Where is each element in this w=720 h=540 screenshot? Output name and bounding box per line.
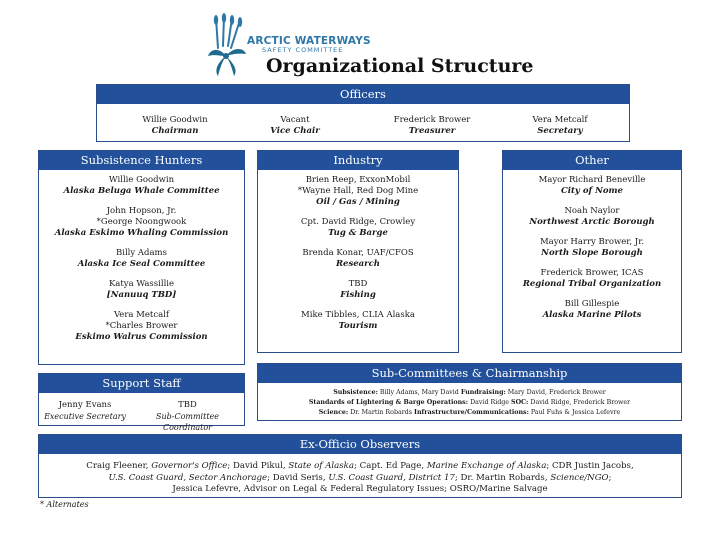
list-item: [503, 299, 681, 321]
officer-vice-chair: [235, 115, 355, 137]
member-name: Frederick Brower, ICAS: [540, 268, 644, 278]
subcommittee-key: Science:: [318, 409, 349, 416]
member-role: Tourism: [338, 321, 378, 331]
subcommittee-value: David Ridge: [468, 399, 512, 406]
member-role: Northwest Arctic Borough: [529, 217, 655, 227]
support-member-coordinator: [131, 400, 244, 433]
member-name: Willie Goodwin: [108, 175, 175, 185]
footnote-alternates: * Alternates: [40, 500, 89, 509]
member-name: Jenny Evans: [58, 400, 112, 410]
list-item: [503, 175, 681, 197]
subcommittees-header: Sub-Committees & Chairmanship: [258, 364, 681, 383]
member-role: Tug & Barge: [328, 228, 388, 238]
member-alternate: *George Noongwook: [96, 217, 187, 227]
member-name: Brien Reep, ExxonMobil: [305, 175, 411, 185]
member-name: TBD: [178, 400, 197, 410]
observer-text: ; CDR Justin Jacobs,: [546, 461, 634, 471]
subcommittee-key: Fundraising:: [460, 389, 506, 396]
list-item: [39, 248, 244, 270]
member-name: TBD: [348, 279, 368, 289]
subcommittee-line: [258, 408, 681, 418]
member-role: Alaska Ice Seal Committee: [77, 259, 206, 269]
subcommittee-value: Billy Adams, Mary David: [377, 389, 461, 396]
observer-org: Science/NGO: [550, 472, 609, 483]
officer-chairman: [115, 115, 235, 137]
observer-line: [39, 473, 681, 485]
member-name: Katya Wassillie: [108, 279, 175, 289]
member-alternate: *Charles Brower: [105, 321, 178, 331]
member-name: Brenda Konar, UAF/CFOS: [302, 248, 414, 258]
list-item: [39, 310, 244, 343]
member-name: Vera Metcalf: [113, 310, 170, 320]
member-name: Noah Naylor: [564, 206, 620, 216]
officer-secretary: [497, 115, 623, 137]
officer-role: Vice Chair: [270, 126, 320, 136]
support-staff-box: [38, 373, 245, 432]
member-role: Executive Secretary: [44, 412, 126, 421]
member-role: Sub-Committee Coordinator: [155, 412, 220, 432]
member-role: [Nanuuq TBD]: [106, 290, 177, 300]
subcommittee-value: Mary David, Frederick Brower: [505, 389, 606, 396]
officer-role: Chairman: [151, 126, 199, 136]
observer-text: ; David Pikul,: [227, 461, 289, 471]
observers-box: [38, 434, 682, 498]
subcommittee-value: David Ridge, Frederick Brower: [528, 399, 631, 406]
subcommittee-key: Standards of Lightering & Barge Operations:: [308, 399, 469, 406]
officer-name: Frederick Brower: [393, 115, 471, 125]
list-item: [258, 217, 458, 239]
member-name: Cpt. David Ridge, Crowley: [300, 217, 416, 227]
observer-org: Governor's Office: [151, 461, 228, 471]
observer-text: ; Dr. Martin Robards,: [454, 472, 551, 483]
subcommittee-value: Dr. Martin Robards: [348, 409, 415, 416]
subcommittee-list: [258, 388, 681, 418]
officer-name: Willie Goodwin: [142, 115, 208, 125]
list-item: [258, 279, 458, 301]
observer-line: [39, 484, 681, 496]
subcommittee-line: [258, 388, 681, 398]
officer-name: Vera Metcalf: [532, 115, 588, 125]
subcommittee-value: Paul Fuhs & Jessica Lefevre: [528, 409, 621, 416]
subcommittee-key: Infrastructure/Communications:: [414, 409, 529, 416]
observer-text: Craig Fleener,: [86, 461, 152, 471]
observer-org: State of Alaska: [288, 461, 355, 471]
officers-header: Officers: [97, 85, 629, 104]
observer-list: [39, 461, 681, 496]
subsistence-hunters-box: [38, 150, 245, 365]
subcommittee-line: [258, 398, 681, 408]
member-role: North Slope Borough: [541, 248, 643, 258]
support-header: Support Staff: [39, 374, 244, 393]
member-name: Mayor Richard Beneville: [538, 175, 646, 185]
observers-header: Ex-Officio Observers: [39, 435, 681, 454]
observer-text: ; Capt. Ed Page,: [354, 461, 427, 471]
subcommittee-key: SOC:: [511, 399, 529, 406]
list-item: [503, 237, 681, 259]
observer-org: U.S. Coast Guard, Sector Anchorage: [108, 472, 268, 483]
observer-org: Marine Exchange of Alaska: [426, 461, 547, 471]
member-role: Eskimo Walrus Commission: [75, 332, 208, 342]
observer-text: Jessica Lefevre, Advisor on Legal & Federal Regulatory Issues; OSRO/Marine Salvage: [172, 484, 548, 494]
list-item: [503, 268, 681, 290]
support-member-executive: [39, 400, 131, 422]
officer-role: Secretary: [537, 126, 583, 136]
page-title: Organizational Structure: [266, 55, 534, 77]
industry-header: Industry: [258, 151, 458, 170]
officer-name: Vacant: [280, 115, 310, 125]
member-role: Alaska Beluga Whale Committee: [63, 186, 220, 196]
subsistence-header: Subsistence Hunters: [39, 151, 244, 170]
member-role: Fishing: [340, 290, 376, 300]
member-name: Bill Gillespie: [564, 299, 620, 309]
other-box: [502, 150, 682, 353]
observer-text: ;: [608, 472, 612, 483]
list-item: [258, 248, 458, 270]
other-header: Other: [503, 151, 681, 170]
member-role: Oil / Gas / Mining: [316, 197, 400, 207]
observer-text: ; David Seris,: [267, 472, 329, 483]
org-name: ARCTIC WATERWAYS: [247, 35, 371, 47]
list-item: [39, 175, 244, 197]
member-name: Billy Adams: [116, 248, 167, 258]
list-item: [258, 175, 458, 208]
list-item: [503, 206, 681, 228]
officer-treasurer: [367, 115, 497, 137]
observer-org: U.S. Coast Guard, District 17: [328, 472, 455, 483]
member-role: Alaska Eskimo Whaling Commission: [54, 228, 229, 238]
member-role: Alaska Marine Pilots: [542, 310, 642, 320]
subcommittees-box: [257, 363, 682, 421]
officer-role: Treasurer: [408, 126, 456, 136]
member-role: Research: [335, 259, 380, 269]
list-item: [39, 279, 244, 301]
list-item: [258, 310, 458, 332]
member-name: John Hopson, Jr.: [106, 206, 177, 216]
member-name: Mike Tibbles, CLIA Alaska: [301, 310, 415, 320]
list-item: [39, 206, 244, 239]
member-role: Regional Tribal Organization: [522, 279, 662, 289]
subcommittee-key: Subsistence:: [333, 389, 378, 396]
member-role: City of Nome: [561, 186, 623, 196]
observer-line: [39, 461, 681, 473]
org-subtitle: SAFETY COMMITTEE: [262, 46, 344, 54]
officers-box: [96, 84, 630, 142]
industry-box: [257, 150, 459, 353]
member-name: Mayor Harry Brower, Jr.: [539, 237, 645, 247]
member-alternate: *Wayne Hall, Red Dog Mine: [297, 186, 419, 196]
